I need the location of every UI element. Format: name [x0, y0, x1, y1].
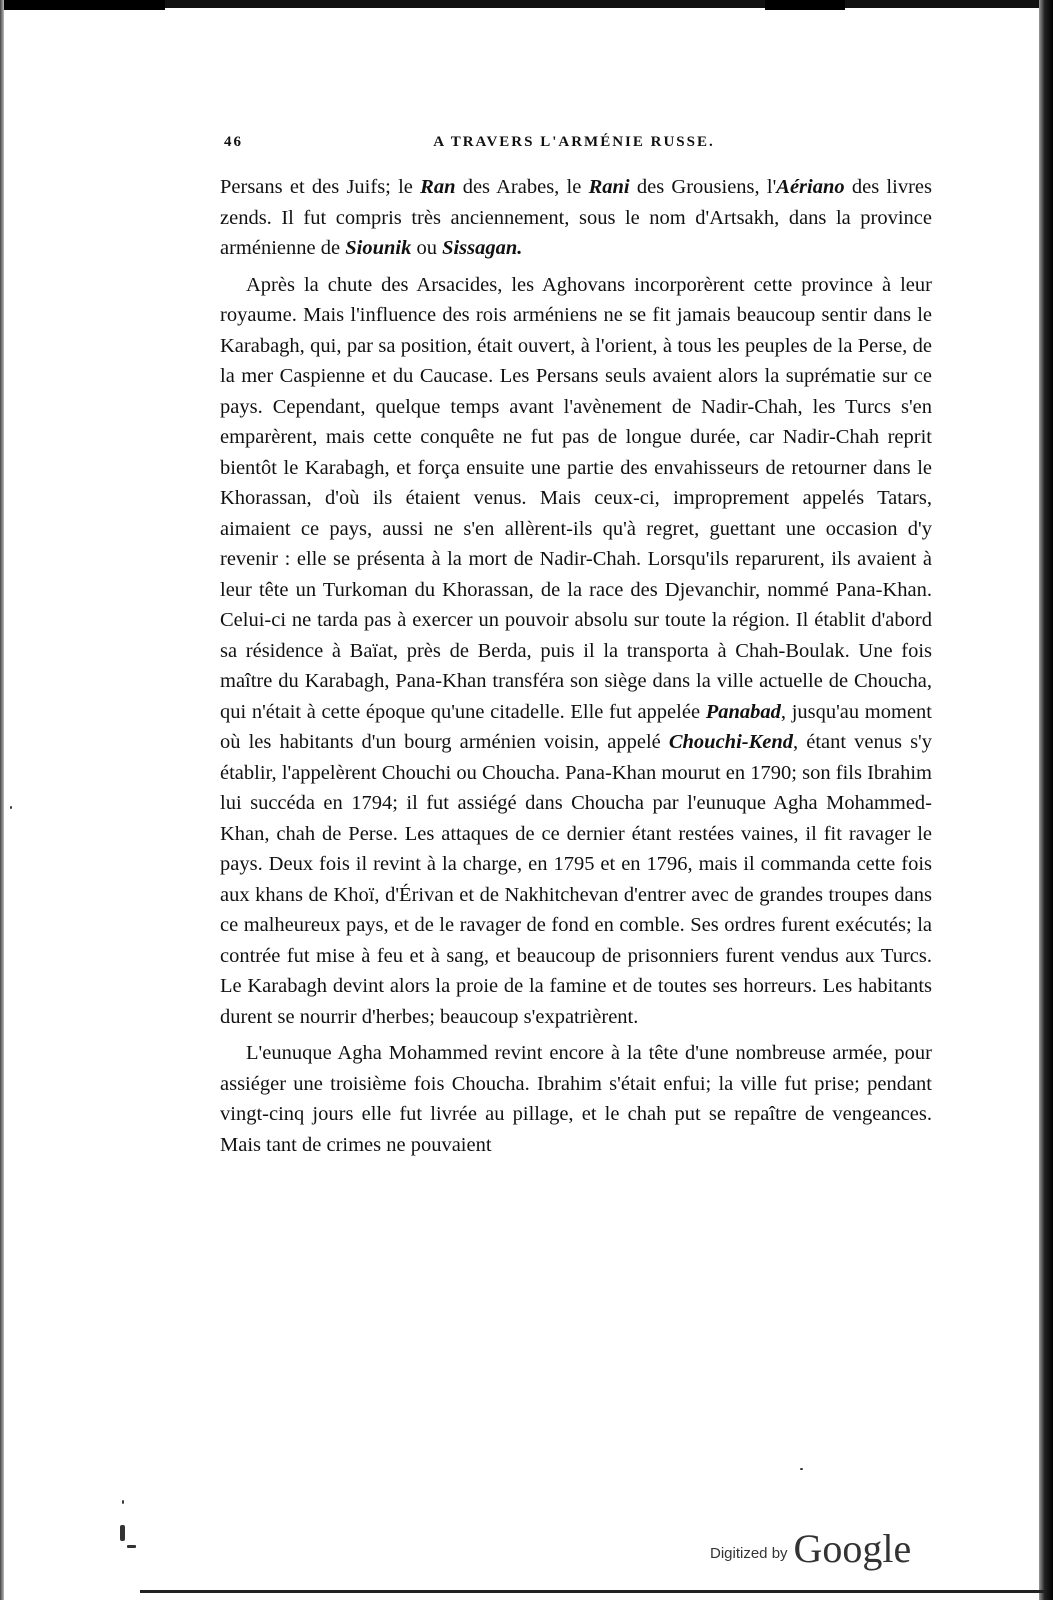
text-run: L'eunuque Agha Mohammed revint encore à la tête d'une nombreuse armée, pour assiéger une troisième fois Choucha. Ibrahim s'était enfui; la ville fut prise; pendant vingt-cinq jours elle fut livrée au pillage, et le chah put se repaître de vengeances. Mais tant de crimes ne pouvaient	[220, 1042, 932, 1156]
digitized-watermark	[710, 1512, 970, 1572]
scan-right-edge	[1039, 0, 1053, 1600]
scan-speck	[800, 1468, 803, 1470]
text-run: Persans et des Juifs; le	[220, 176, 421, 198]
text-run: des Grousiens, l'	[629, 176, 777, 198]
scan-speck	[10, 806, 12, 809]
scan-top-notch-right	[765, 0, 845, 10]
italic-term: Siounik	[345, 237, 412, 259]
scan-speck	[122, 1500, 124, 1504]
paragraph	[220, 172, 932, 264]
italic-term: Aériano	[776, 176, 845, 198]
digitized-by-label: Digitized by	[710, 1545, 788, 1562]
text-run: des Arabes, le	[455, 176, 589, 198]
scan-left-edge	[0, 0, 4, 1600]
scan-speck	[127, 1545, 136, 1548]
italic-term: Ran	[420, 176, 456, 198]
google-logo: Google	[793, 1526, 912, 1571]
body-text	[220, 172, 932, 1166]
text-run: des livres zends. Il fut compris très anciennement, sous le nom d'Artsakh, dans la province arménienne de	[220, 176, 932, 259]
text-run: ou	[411, 237, 443, 259]
page-number: 46	[224, 134, 243, 150]
italic-term: Panabad	[705, 700, 781, 723]
text-run: , jusqu'au moment où les habitants d'un bourg arménien voisin, appelé	[220, 700, 932, 753]
scan-speck	[120, 1525, 125, 1541]
paragraph	[220, 1038, 932, 1160]
text-run: Après la chute des Arsacides, les Aghovans incorporèrent cette province à leur royaume. Mais l'influence des rois arméniens ne se fit jamais beaucoup sentir dans le Karabagh, qui, par sa position, était ouvert, à l'orient, à tous les peuples de la Perse, de la mer Caspienne et du Caucase. Les Persans seuls avaient alors la suprématie sur ce pays. Cependant, quelque temps avant l'avènement de Nadir-Chah, les Turcs s'en emparèrent, mais cette conquête ne fut pas de longue durée, car Nadir-Chah reprit bientôt le Karabagh, et força ensuite une partie des envahisseurs de retourner dans le Khorassan, d'où ils étaient venus. Mais ceux-ci, improprement appelés Tatars, aimaient ce pays, aussi ne s'en allèrent-ils qu'à regret, guettant une occasion d'y revenir : elle se présenta à la mort de Nadir-Chah. Lorsqu'ils reparurent, ils avaient à leur tête un Turkoman du Khorassan, de la race des Djevanchir, nommé Pana-Khan. Celui-ci ne tarda pas à exercer un pouvoir absolu sur toute la région. Il établit d'abord sa résidence à Baïat, près de Berda, puis il la transporta à Chah-Boulak. Une fois maître du Karabagh, Pana-Khan transféra son siège dans la ville actuelle de Choucha, qui n'était à cette époque qu'une citadelle. Elle fut appelée	[220, 273, 932, 723]
scan-top-notch-left	[0, 0, 165, 10]
italic-term: Sissagan.	[442, 237, 523, 259]
paragraph	[220, 270, 932, 1033]
running-title: A TRAVERS L'ARMÉNIE RUSSE.	[433, 134, 715, 150]
italic-term: Rani	[588, 176, 630, 198]
running-head	[224, 134, 924, 160]
scan-bottom-edge	[140, 1590, 1045, 1593]
italic-term: Chouchi-Kend	[668, 731, 794, 753]
text-run: , étant venus s'y établir, l'appelèrent Chouchi ou Choucha. Pana-Khan mourut en 1790; son fils Ibrahim lui succéda en 1794; il fut assiégé dans Choucha par l'eunuque Agha Mohammed-Khan, chah de Perse. Les attaques de ce dernier étant restées vaines, il fit ravager le pays. Deux fois il revint à la charge, en 1795 et en 1796, mais il commanda cette fois aux khans de Khoï, d'Érivan et de Nakhitchevan d'entrer avec de grandes troupes dans ce malheureux pays, et de le ravager de fond en comble. Ses ordres furent exécutés; la contrée fut mise à feu et à sang, et beaucoup de prisonniers furent vendus aux Turcs. Le Karabagh devint alors la proie de la famine et de toutes ses horreurs. Les habitants durent se nourrir d'herbes; beaucoup s'expatrièrent.	[220, 731, 932, 1028]
